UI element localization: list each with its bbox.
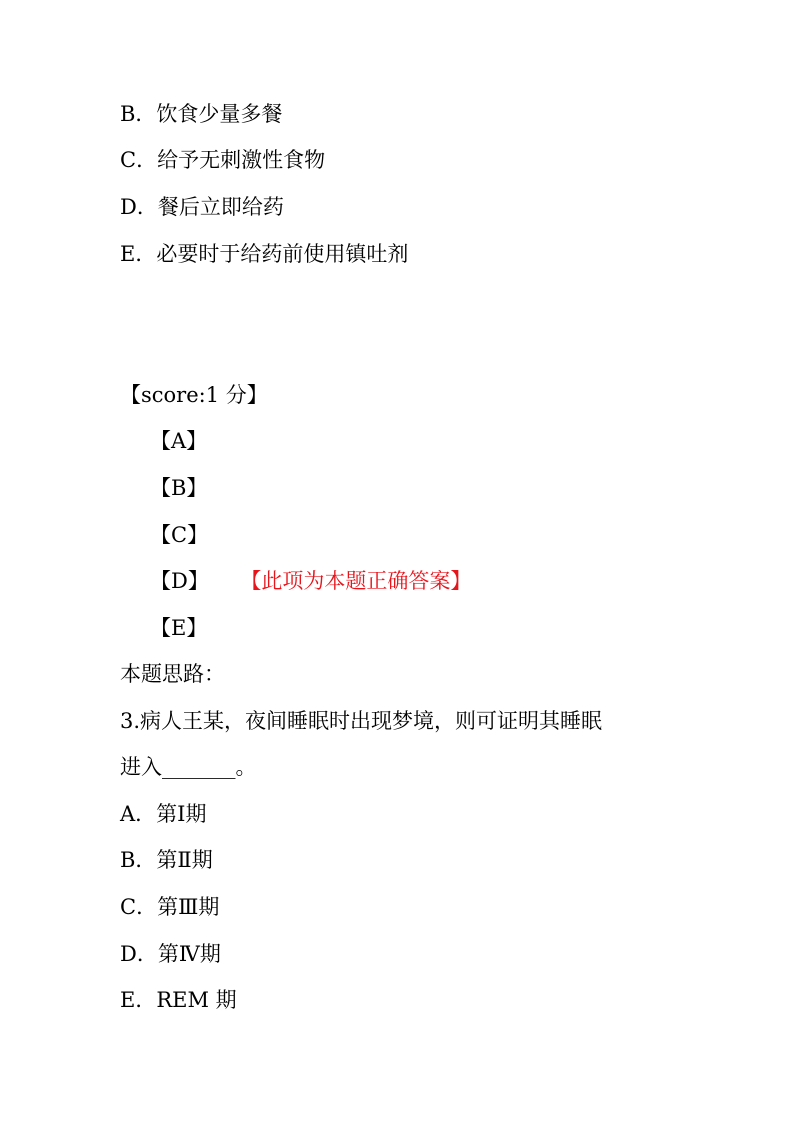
question-text-line-1: 3.病人王某，夜间睡眠时出现梦境，则可证明其睡眠 [120,709,603,733]
question-option-d: D．第Ⅳ期 [120,942,221,966]
answer-option-b: 【B】 [150,476,208,500]
question-option-a: A．第Ⅰ期 [120,802,207,826]
prev-option-c: C．给予无刺激性食物 [120,148,326,172]
question-option-b: B．第Ⅱ期 [120,848,213,872]
question-text-line-2: 进入_______。 [120,755,257,779]
correct-answer-note: 【此项为本题正确答案】 [250,569,472,593]
prev-option-e: E．必要时于给药前使用镇吐剂 [120,242,409,266]
score-label: 【score:1 分】 [120,383,268,407]
prev-option-b: B．饮食少量多餐 [120,102,283,126]
answer-option-a: 【A】 [150,429,208,453]
answer-option-c: 【C】 [150,523,209,547]
question-option-c: C．第Ⅲ期 [120,895,220,919]
answer-option-d: 【D】 [150,569,209,593]
answer-option-d-row [150,567,471,595]
answer-option-e: 【E】 [150,616,208,640]
thinking-label: 本题思路： [120,662,225,686]
question-option-e: E．REM 期 [120,988,237,1012]
prev-option-d: D．餐后立即给药 [120,195,284,219]
